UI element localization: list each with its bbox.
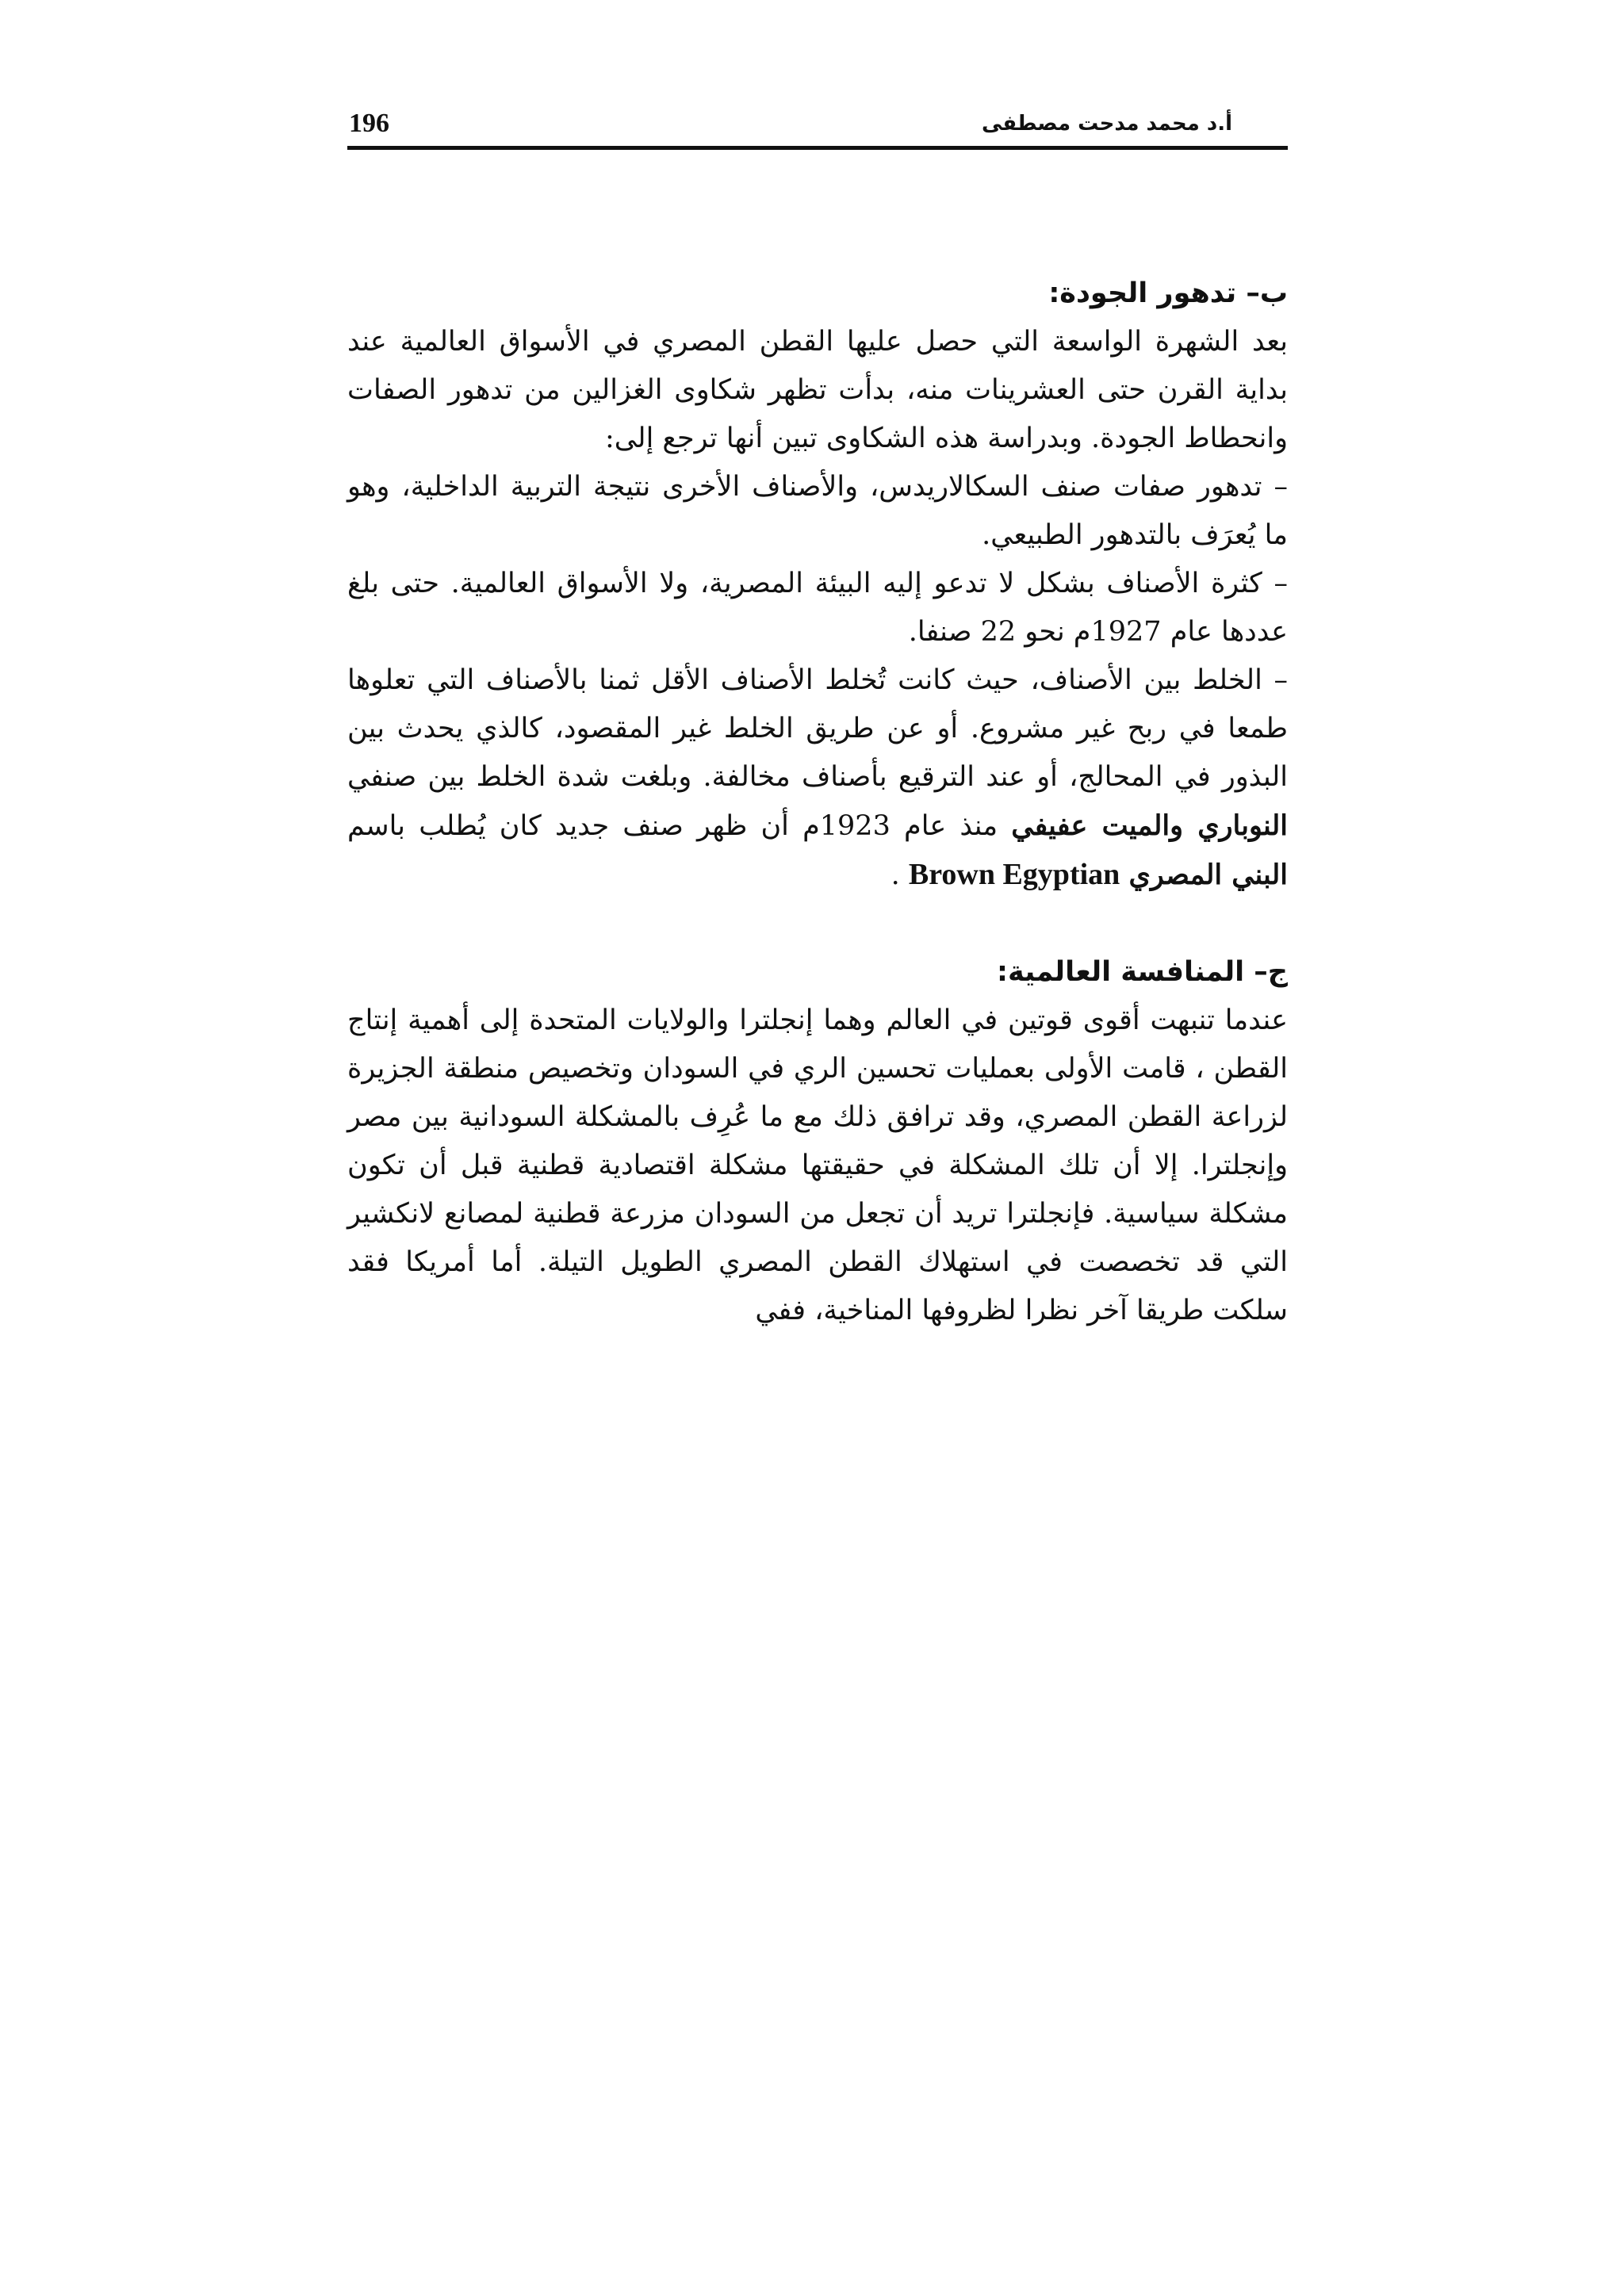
body-text — [347, 270, 1288, 1335]
running-header — [347, 98, 1288, 147]
section-spacer — [347, 900, 1288, 948]
paragraph-global-competition: عندما تنبهت أقوى قوتين في العالم وهما إنجلترا والولايات المتحدة إلى أهمية إنتاج القطن ، قامت الأولى بعمليات تحسين الري في السودان وتخصيص منطقة الجزيرة لزراعة القطن المصري، وقد ترافق ذلك مع ما عُرِف بالمشكلة السودانية بين مصر وإنجلترا. إلا أن تلك المشكلة في حقيقتها مشكلة اقتصادية قطنية قبل أن تكون مشكلة سياسية. فإنجلترا تريد أن تجعل من السودان مزرعة قطنية لمصانع لانكشير التي قد تخصصت في استهلاك القطن المصري الطويل التيلة. أما أمريكا فقد سلكت طريقا آخر نظرا لظروفها المناخية، ففي — [347, 1004, 1288, 1326]
varieties-bold: النوباري والميت عفيفي — [1011, 809, 1288, 842]
author-name: أ.د محمد مدحت مصطفى — [981, 112, 1232, 136]
new-variety-english: Brown Egyptian — [908, 858, 1120, 891]
header-rule — [347, 146, 1288, 150]
list-item-too-many-varieties: – كثرة الأصناف بشكل لا تدعو إليه البيئة المصرية، ولا الأسواق العالمية. حتى بلغ عددها عام 1927م نحو 22 صنفا. — [347, 568, 1288, 648]
section-heading-global-competition: ج– المنافسة العالمية: — [996, 956, 1288, 988]
section-heading-quality-decline: ب– تدهور الجودة: — [1048, 277, 1288, 309]
paragraph-intro: بعد الشهرة الواسعة التي حصل عليها القطن المصري في الأسواق العالمية عند بداية القرن حتى العشرينات منه، بدأت تظهر شكاوى الغزالين من تدهور الصفات وانحطاط الجودة. وبدراسة هذه الشكاوى تبين أنها ترجع إلى: — [347, 326, 1288, 454]
new-variety-arabic: البني المصري — [1128, 859, 1288, 891]
list-item-variety-mixing — [347, 656, 1288, 900]
list-item-variety-degradation: – تدهور صفات صنف السكالاريدس، والأصناف الأخرى نتيجة التربية الداخلية، وهو ما يُعرَف بالتدهور الطبيعي. — [347, 471, 1288, 551]
mixing-text-mid: منذ عام 1923م أن ظهر صنف جديد كان يُطلب باسم — [347, 810, 998, 842]
mixing-text-end: . — [891, 859, 900, 891]
mixing-text-start: – الخلط بين الأصناف، حيث كانت تُخلط الأصناف الأقل ثمنا بالأصناف التي تعلوها طمعا في ربح غير مشروع. أو عن طريق الخلط غير المقصود، كالذي يحدث بين البذور في المحالج، أو عند الترقيع بأصناف مخالفة. وبلغت شدة الخلط بين صنفي — [347, 664, 1288, 793]
page-number: 196 — [349, 109, 389, 138]
